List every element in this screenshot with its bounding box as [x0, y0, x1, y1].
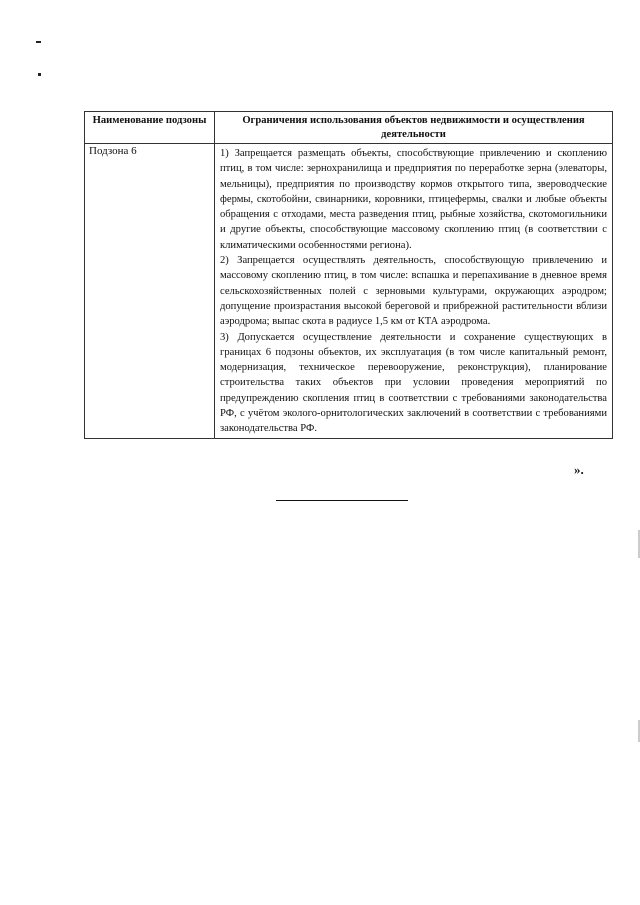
restriction-item-2: 2) Запрещается осуществлять деятельность, способствующую привлечению и массовому скоплению птиц, в том числе: вспашка и перепахивание в дневное время сельскохозяйственных полей с зерновыми культурами, окружающих аэродром; допущение произрастания высокой береговой и прибрежной растительности вблизи аэродрома; выпас скота в радиусе 1,5 км от КТА аэродрома. [220, 255, 607, 328]
header-zone-name: Наименование подзоны [85, 112, 215, 144]
header-restrictions: Ограничения использования объектов недвижимости и осуществления деятельности [215, 112, 613, 144]
zone-name-cell: Подзона 6 [85, 144, 215, 439]
end-divider-line [276, 500, 408, 501]
closing-quote-mark: ». [574, 462, 584, 477]
table-row [85, 144, 613, 439]
scan-speck [38, 73, 41, 76]
restriction-item-1: 1) Запрещается размещать объекты, способствующие привлечению и скоплению птиц, в том числе: зернохранилища и предприятия по переработке зерна (элеваторы, мельницы), предприятия по производству кормов открытого типа, звероводческие фермы, скотобойни, свинарники, коровники, птицефермы, свалки и любые объекты обращения с отходами, места разведения птиц, рыбные хозяйства, скотомогильники и другие объекты, способствующие массовому скоплению птиц (в соответствии с климатическими особенностями региона). [220, 148, 607, 251]
restriction-item-3: 3) Допускается осуществление деятельности и сохранение существующих в границах 6 подзоны объектов, их эксплуатация (в том числе капитальный ремонт, модернизация, техническое перевооружение, реконструкция), планирование строительства таких объектов при условии проведения мероприятий по предупреждению скопления птиц в соответствии с требованиями законодательства РФ, с учётом эколого-орнитологических заключений в соответствии с требованиями законодательства РФ. [220, 331, 607, 435]
zone-restrictions-table [84, 111, 613, 439]
table-header-row [85, 112, 613, 144]
scan-speck [36, 41, 41, 43]
restrictions-cell [215, 144, 613, 439]
